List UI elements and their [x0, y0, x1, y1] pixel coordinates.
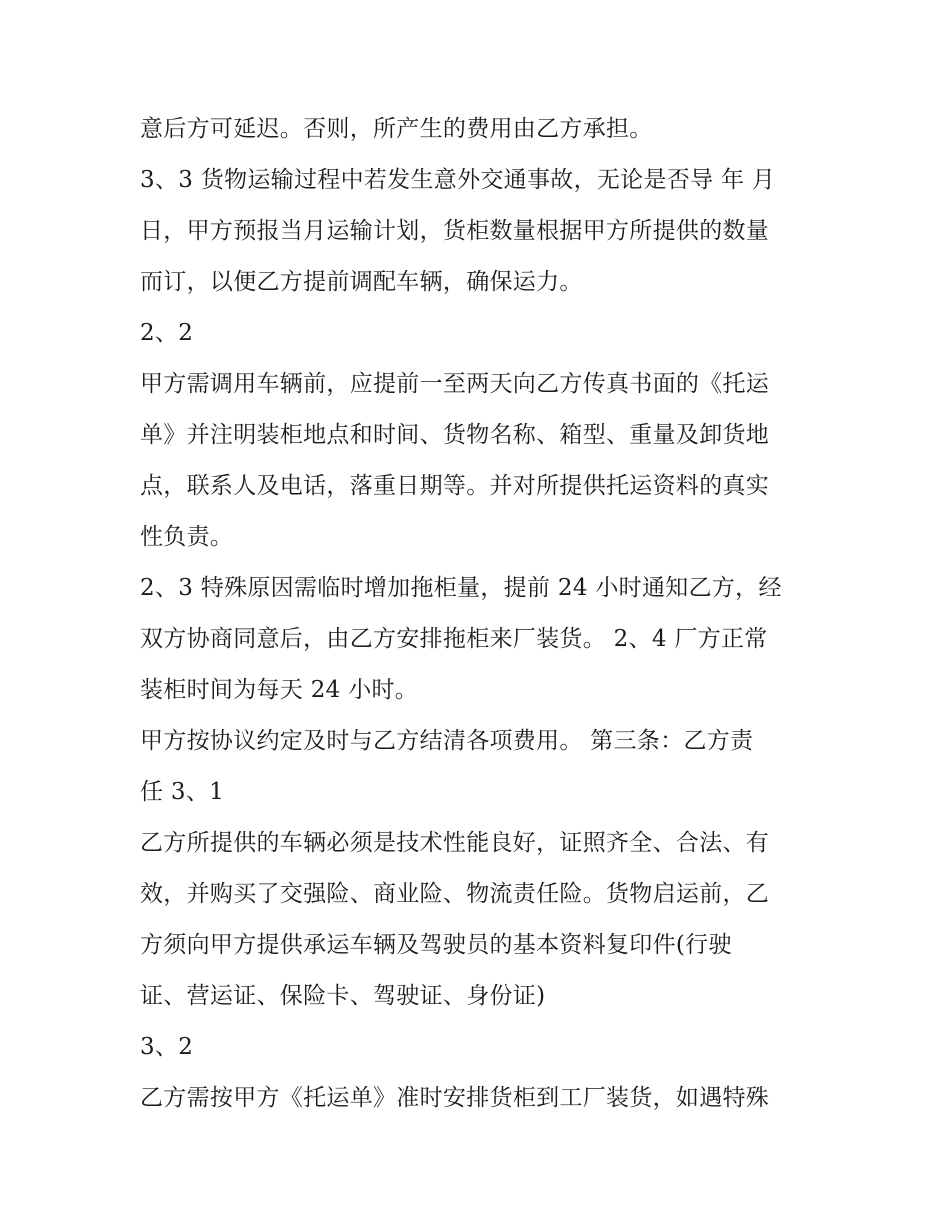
text-line: 3、2 [140, 1034, 194, 1060]
text-line: 点，联系人及电话，落重日期等。并对所提供托运资料的真实 [140, 473, 770, 499]
text-line: 甲方按协议约定及时与乙方结清各项费用。 第三条：乙方责 [140, 728, 754, 754]
text-line: 单》并注明装柜地点和时间、货物名称、箱型、重量及卸货地 [140, 422, 770, 448]
text-line: 2、3 特殊原因需临时增加拖柜量，提前 24 小时通知乙方，经 [140, 575, 782, 601]
text-line: 2、2 [140, 320, 194, 346]
text-line: 任 3、1 [140, 779, 225, 805]
text-line: 乙方需按甲方《托运单》准时安排货柜到工厂装货，如遇特殊 [140, 1085, 770, 1111]
text-line: 双方协商同意后，由乙方安排拖柜来厂装货。 2、4 厂方正常 [140, 626, 768, 652]
text-line: 装柜时间为每天 24 小时。 [140, 677, 419, 703]
text-line: 甲方需调用车辆前，应提前一至两天向乙方传真书面的《托运 [140, 371, 770, 397]
text-line: 方须向甲方提供承运车辆及驾驶员的基本资料复印件(行驶 [140, 932, 732, 958]
document-body [140, 104, 820, 1124]
text-line: 日，甲方预报当月运输计划，货柜数量根据甲方所提供的数量 [140, 218, 770, 244]
text-line: 3、3 货物运输过程中若发生意外交通事故，无论是否导 年 月 [140, 167, 776, 193]
text-line: 证、营运证、保险卡、驾驶证、身份证) [140, 983, 546, 1009]
text-line: 意后方可延迟。否则，所产生的费用由乙方承担。 [140, 116, 653, 142]
text-line: 效，并购买了交强险、商业险、物流责任险。货物启运前，乙 [140, 881, 770, 907]
text-line: 性负责。 [140, 524, 234, 550]
text-line: 而订，以便乙方提前调配车辆，确保运力。 [140, 269, 583, 295]
text-line: 乙方所提供的车辆必须是技术性能良好，证照齐全、合法、有 [140, 830, 770, 856]
